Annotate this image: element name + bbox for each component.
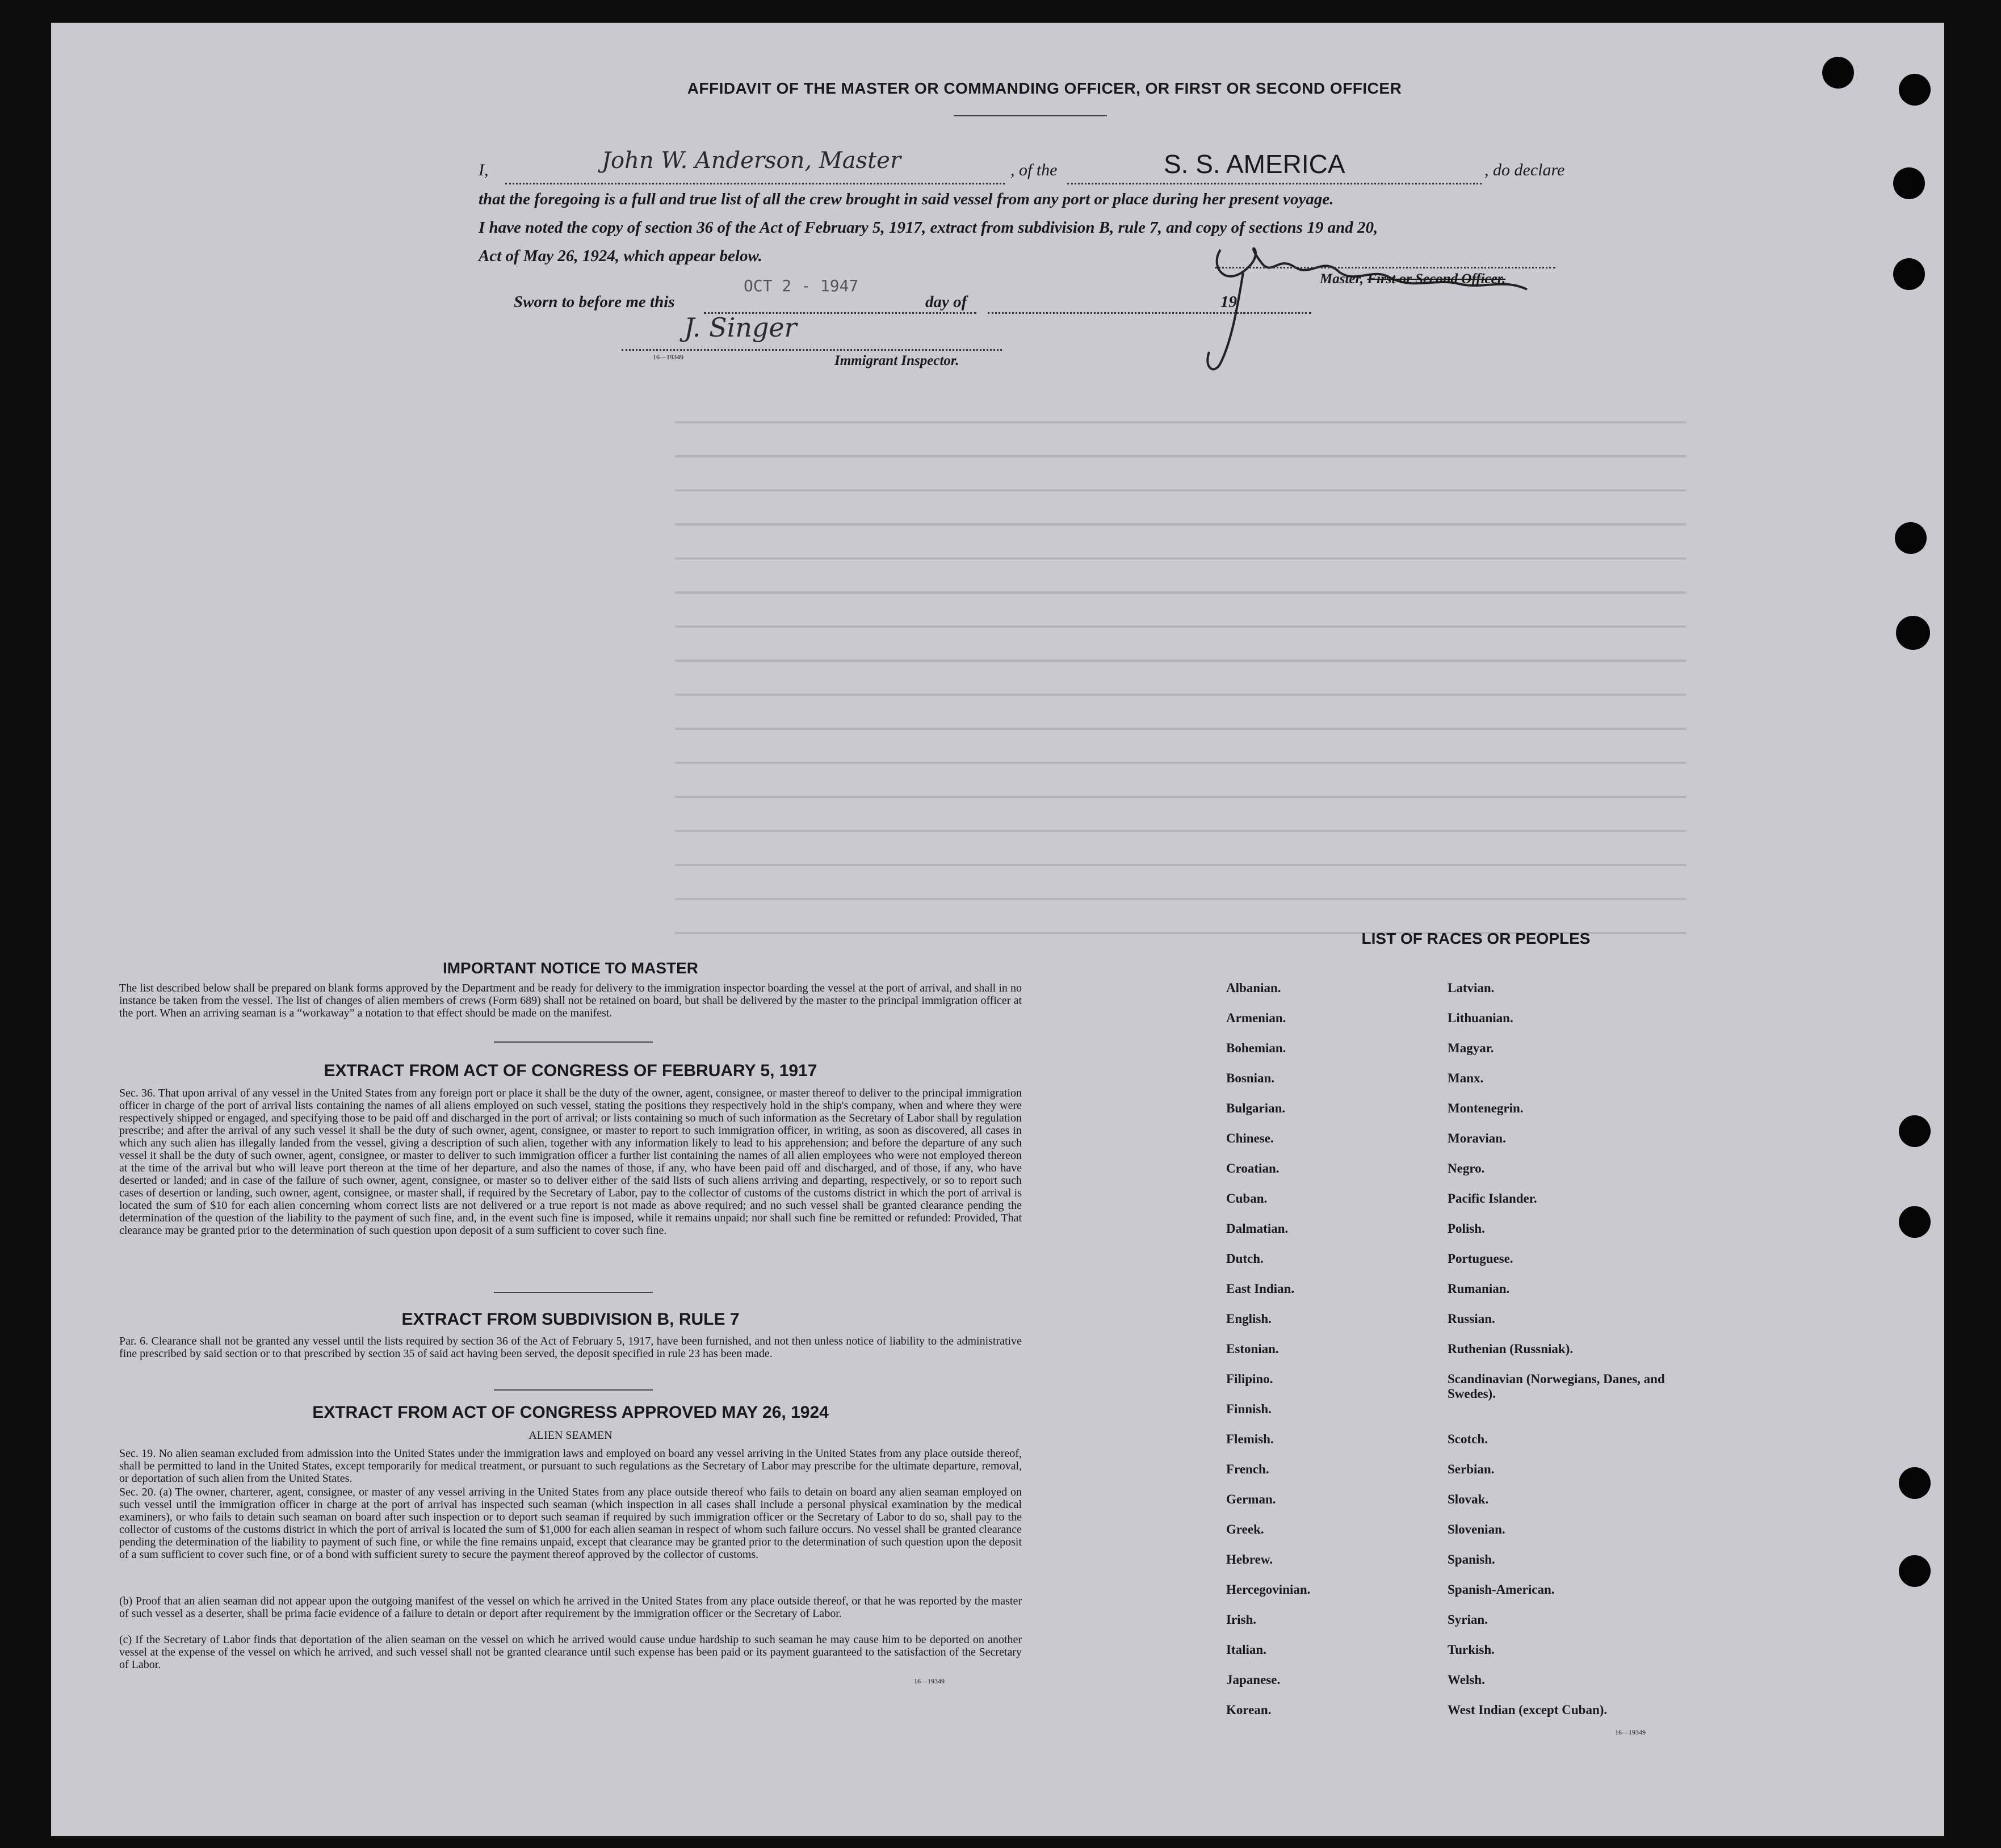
race-item: Chinese. [1226,1131,1274,1145]
race-item: Russian. [1448,1312,1495,1326]
master-name-line [505,183,1005,184]
race-item: Slovak. [1448,1492,1489,1506]
notice-title: IMPORTANT NOTICE TO MASTER [442,959,699,977]
race-item: Pacific Islander. [1448,1191,1537,1206]
race-item: Syrian. [1448,1612,1488,1627]
affidavit-line-3: I have noted the copy of section 36 of the Act of February 5, 1917, extract from subdivision B, rule 7, and copy of sections 19 and 20, [479,219,1378,237]
race-item: Albanian. [1226,981,1281,995]
race-item: Greek. [1226,1522,1264,1536]
master-signature [1186,216,1538,375]
race-item: Scotch. [1448,1432,1488,1446]
race-item: Montenegrin. [1448,1101,1524,1115]
race-item: Portuguese. [1448,1251,1513,1266]
race-item: West Indian (except Cuban). [1448,1703,1608,1717]
affidavit-form-number: 16—19349 [653,353,683,361]
race-item: German. [1226,1492,1276,1506]
year-line [1243,312,1311,314]
extract-1924-sec20c: (c) If the Secretary of Labor finds that deportation of the alien seaman on the vessel on which he arrived would cause undue hardship to such seaman he may cause him to be deported on another vessel at the expense of the vessel on which he arrived, and such vessel shall not be granted clearance until such expense has been paid or its payment guaranteed to the satisfaction of the Secretary of Labor. [119,1633,1022,1671]
race-item: Spanish. [1448,1552,1495,1566]
punch-hole [1893,258,1925,290]
signature-title-struck: First or Second Officer. [1367,271,1506,287]
race-item: Estonian. [1226,1342,1279,1356]
affidavit-line-2: that the foregoing is a full and true list of all the crew brought in said vessel from any port or place during her present voyage. [479,190,1334,208]
title-rule [954,115,1107,116]
race-item: Negro. [1448,1161,1485,1175]
affidavit-title: AFFIDAVIT OF THE MASTER OR COMMANDING OFFICER, OR FIRST OR SECOND OFFICER [687,79,1402,97]
race-item: Flemish. [1226,1432,1274,1446]
race-item: Polish. [1448,1221,1485,1236]
race-item: Serbian. [1448,1462,1495,1476]
race-item: Rumanian. [1448,1282,1510,1296]
race-item: Finnish. [1226,1402,1272,1416]
extract-1917-title: EXTRACT FROM ACT OF CONGRESS OF FEBRUARY 5, 1917 [324,1061,817,1080]
races-form-number: 16—19349 [1615,1728,1646,1736]
vessel-name: S. S. AMERICA [1164,149,1345,179]
inspector-label: Immigrant Inspector. [834,353,959,368]
race-item: Welsh. [1448,1673,1485,1687]
race-item: Scandinavian (Norwegians, Danes, and Swedes). [1448,1372,1665,1401]
punch-hole [1893,167,1925,199]
punch-hole [1822,57,1854,89]
race-item: Magyar. [1448,1041,1494,1055]
race-item: Manx. [1448,1071,1484,1085]
punch-hole [1899,1555,1931,1587]
races-column-2 [1448,981,1720,1733]
notice-rule [494,1041,653,1043]
sworn-label: Sworn to before me this [514,293,675,311]
bleed-through-texture [676,397,1686,965]
race-item: English. [1226,1312,1272,1326]
sworn-date-stamp: OCT 2 - 1947 [744,276,859,295]
race-item: Armenian. [1226,1011,1286,1025]
punch-hole [1899,74,1931,106]
notice-body: The list described below shall be prepared on blank forms approved by the Department and be ready for delivery to the immigration inspector boarding the vessel at the port of arrival, and shall in no instance be taken from the vessel. The list of changes of alien members of crews (Form 689) shall not be retained on board, but shall be delivered by the master to the principal immigration officer at the port. When an arriving seaman is a “workaway” a notation to that effect should be made on the manifest. [119,982,1022,1019]
vessel-name-line [1067,183,1482,184]
do-declare-label: , do declare [1484,161,1565,179]
race-item: Korean. [1226,1703,1272,1717]
extract-1924-form-number: 16—19349 [914,1677,945,1685]
day-of-label: day of [925,293,967,311]
race-item: Slovenian. [1448,1522,1505,1536]
race-item: Croatian. [1226,1161,1280,1175]
race-item: Bulgarian. [1226,1101,1286,1115]
document-sheet [51,23,1944,1836]
races-column-1 [1226,981,1442,1733]
affidavit-line-4: Act of May 26, 1924, which appear below. [479,247,762,265]
extract-rule7-title: EXTRACT FROM SUBDIVISION B, RULE 7 [401,1310,740,1329]
extract-1924-sec20a: Sec. 20. (a) The owner, charterer, agent, consignee, or master of any vessel arriving in the United States from any place outside thereof who fails to detain on board any alien seaman employed on such vessel until the immigration officer in charge at the port of arrival has inspected such seaman (which inspection in all cases shall include a personal physical examination by the medical examiners), or who fails to detain such seaman on board after such inspection or to deport such seaman if required by such immigration officer or the Secretary of Labor to do so, shall pay to the collector of customs of the customs district in which the port of arrival is located the sum of $1,000 for each alien seaman in respect of whom such failure occurs. No vessel shall be granted clearance pending the determination of the liability to payment of such fine, or while the fine remains unpaid, except that clearance may be granted prior to the determination of such question upon the deposit of a sum sufficient to cover such fine, or of a bond with sufficient surety to secure the payment thereof approved by the collector of customs. [119,1486,1022,1561]
race-item: Moravian. [1448,1131,1506,1145]
races-title: LIST OF RACES OR PEOPLES [1361,930,1591,947]
race-item: East Indian. [1226,1282,1295,1296]
master-signature-line [1215,267,1555,268]
race-item: Latvian. [1448,981,1495,995]
extract-1917-rule [494,1292,653,1293]
race-item: Italian. [1226,1643,1266,1657]
race-item: Bosnian. [1226,1071,1275,1085]
affidavit-i-label: I, [479,161,489,179]
extract-1924-sec19: Sec. 19. No alien seaman excluded from admission into the United States under the immigration laws and employed on board any vessel arriving in the United States from any place outside thereof, shall be permitted to land in the United States, except temporarily for medical treatment, or pursuant to such regulations as the Secretary of Labor may prescribe for the ultimate departure, removal, or deportation of such alien from the United States. [119,1447,1022,1485]
extract-1924-subtitle: ALIEN SEAMEN [528,1429,613,1442]
punch-hole [1899,1206,1931,1238]
race-item: Ruthenian (Russniak). [1448,1342,1574,1356]
signature-title-prefix: Master, [1320,271,1364,287]
race-item: Hercegovinian. [1226,1582,1311,1597]
year-prefix: 19 [1220,293,1237,311]
race-item: Turkish. [1448,1643,1495,1657]
signature-title [1320,271,1505,287]
race-item: Filipino. [1226,1372,1273,1386]
punch-hole [1895,522,1927,554]
race-item: Dutch. [1226,1251,1264,1266]
race-item: Dalmatian. [1226,1221,1289,1236]
punch-hole [1899,1467,1931,1499]
race-item: Lithuanian. [1448,1011,1513,1025]
extract-rule7-body: Par. 6. Clearance shall not be granted any vessel until the lists required by section 36 of the Act of February 5, 1917, have been furnished, and not then unless notice of liability to the administrative fine prescribed by said section or to that prescribed by section 35 of said act having been served, the deposit specified in rule 23 has been made. [119,1335,1022,1360]
race-item: French. [1226,1462,1269,1476]
extract-rule7-rule [494,1389,653,1391]
race-item: Cuban. [1226,1191,1268,1206]
extract-1924-title: EXTRACT FROM ACT OF CONGRESS APPROVED MAY 26, 1924 [312,1403,829,1422]
inspector-signature-line [622,349,1002,351]
punch-hole [1899,1115,1931,1147]
punch-hole [1896,616,1930,650]
of-the-label: , of the [1010,161,1058,179]
race-item: Bohemian. [1226,1041,1286,1055]
extract-1924-sec20b: (b) Proof that an alien seaman did not appear upon the outgoing manifest of the vessel on which he arrived in the United States from any place outside thereof, or that he was reported by the master of such vessel as a deserter, shall be prima facie evidence of a failure to detain or deport after requirement by the immigration officer or the Secretary of Labor. [119,1595,1022,1620]
month-line [988,312,1249,314]
race-item: Hebrew. [1226,1552,1273,1566]
master-name-handwritten: John W. Anderson, Master [602,148,901,174]
extract-1917-body: Sec. 36. That upon arrival of any vessel in the United States from any foreign port or place it shall be the duty of the owner, agent, consignee, or master thereof to deliver to the principal immigration officer in charge of the port of arrival lists containing the names of all aliens employed on such vessel, stating the positions they respectively hold in the ship's company, when and where they were respectively shipped or engaged, and specifying those to be paid off and discharged in the port of arrival; or lists containing so much of such information as the Secretary of Labor shall by regulation prescribe; and after the arrival of any such vessel it shall be the duty of such owner, agent, consignee, or master to report to such immigration officer, in writing, as soon as discovered, all cases in which any such alien has illegally landed from the vessel, giving a description of such alien, together with any information likely to lead to his apprehension; and before the departure of any such vessel it shall be the duty of such owner, agent, consignee, or master to deliver to such immigration officer a further list containing the names of all alien employees who were not employed thereon at the time of the arrival but who will leave port thereon at the time of her departure, and also the names of those, if any, who have been paid off and discharged, and of those, if any, who have deserted or landed; and in case of the failure of such owner, agent, consignee, or master so to deliver either of the said lists of such aliens arriving and departing, respectively, or so to report such cases of desertion or landing, such owner, agent, consignee, or master shall, if required by the Secretary of Labor, pay to the collector of customs of the customs district in which the port of arrival is located the sum of $10 for each alien concerning whom correct lists are not delivered or a true report is not made as above required; and no such vessel shall be granted clearance pending the determination of the question of the liability to the payment of such fine, and, in the event such fine is imposed, while it remains unpaid; nor shall such fine be remitted or refunded: Provided, That clearance may be granted prior to the determination of such question upon deposit of a sum sufficient to cover such fine. [119,1087,1022,1237]
race-item: Japanese. [1226,1673,1281,1687]
inspector-signature: J. Singer [684,312,797,343]
race-item: Spanish-American. [1448,1582,1555,1597]
race-item: Irish. [1226,1612,1257,1627]
